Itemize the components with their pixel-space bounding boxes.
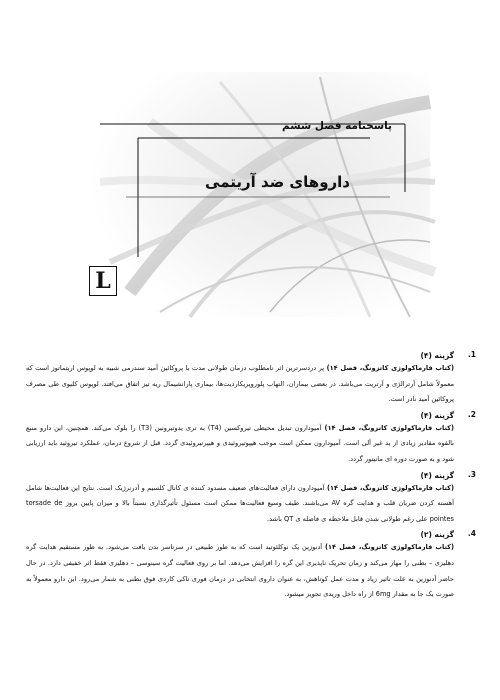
source-reference: (کتاب فارماکولوژی کاتزونگ، فصل ۱۴) bbox=[326, 483, 455, 492]
answer-explanation bbox=[26, 361, 454, 408]
explanation-text: آدنوزین یک نوکلئوتید است که به طور طبیعی در سرتاسر بدن یافت می‌شود. به طور مستقیم هدایت گره دهلیزی – بطنی را مهار می‌کند و زمان تحریک ناپذیری این گره را افزایش می‌دهد. اما بر روی فعالیت گره سینوسی – دهلیزی فقط اثر خفیفی دارد. در حال حاضر آدنوزین به علت تاثیر زیاد و مدت عمل کوتاهش، به عنوان داروی انتخابی در درمان فوری تاکی کاردی فوق بطنی به شمار می‌رود. این دارو معمولاً به صورت یک جا به مقدار 6mg از راه داخل وریدی تجویز میشود. bbox=[26, 543, 454, 599]
answer-item bbox=[26, 350, 476, 408]
answer-choice: گزینه (۲) bbox=[420, 530, 454, 540]
question-number: .1 bbox=[467, 350, 476, 359]
chapter-letter: L bbox=[95, 268, 111, 294]
answer-choice: گزینه (۴) bbox=[420, 351, 454, 360]
explanation-text: آمیودارون تبدیل محیطی تیروکسین (T4) به تری یدوتیرونین (T3) را بلوک می‌کند. همچنین، این دارو منبع بالقوه مقادیر زیادی از ید غیر آلی است. آمیودارون ممکن است موجب هیپوتیروئیدی و هیپرتیروئیدی گردد. قبل از شروع درمان، عملکرد تیروئید باید ارزیابی شود و به صورت دوره ای مانیتور گردد. bbox=[26, 423, 454, 463]
question-number: .3 bbox=[467, 469, 476, 479]
answer-choice: گزینه (۴) bbox=[420, 410, 454, 420]
answer-item bbox=[26, 529, 476, 602]
decorative-swirl-graphic bbox=[70, 62, 440, 324]
answer-item bbox=[26, 409, 476, 468]
source-reference: (کتاب فارماکولوژی کاتزونگ، فصل ۱۴) bbox=[324, 423, 454, 432]
answer-item bbox=[26, 469, 476, 528]
explanation-text: آمیودارون دارای فعالیت‌های ضعیف مسدود کننده ی کانال کلسیم و آدرنرژیک است. نتایج این فعالیت‌ها شامل آهسته کردن ضربان قلب و هدایت گره AV می‌باشند. طیف وسیع فعالیت‌ها ممکن است مسئول تأثیرگذاری نسبتاً بالا و میزان پایین بروز torsade de pointes علی رغم طولانی شدن قابل ملاحظه ی فاصله ی QT باشد. bbox=[26, 483, 454, 523]
answer-explanation bbox=[26, 540, 454, 602]
chapter-header-artwork bbox=[70, 62, 440, 324]
answers-section bbox=[26, 350, 476, 605]
answer-choice: گزینه (۴) bbox=[420, 470, 454, 480]
source-reference: (کتاب فارماکولوژی کاتزونگ، فصل ۱۴) bbox=[326, 364, 455, 372]
answer-explanation bbox=[26, 421, 454, 468]
question-number: .4 bbox=[467, 529, 476, 539]
explanation-text: پر دردسرترین اثر نامطلوب درمان طولانی مدت با پروکائین آمید سندرمی شبیه به لوپوس اریتماتوز است که معمولاً شامل آرترالژی و آرتریت می‌باشد. در بعضی بیماران، التهاب پلوروپریکاردیت‌ها، بیماری پارانشیمال ریه تیز اتفاق می‌افتد. لوپوس کلیوی طی مصرف پروکائین آمید نادر است. bbox=[26, 364, 454, 404]
answer-explanation bbox=[26, 481, 454, 528]
source-reference: (کتاب فارماکولوژی کاتزونگ، فصل ۱۴) bbox=[324, 543, 454, 552]
chapter-label: پاسخنامه فصل ششم bbox=[281, 120, 392, 132]
chapter-title: داروهای ضد آریتمی bbox=[205, 173, 350, 191]
chapter-letter-box bbox=[89, 266, 117, 296]
question-number: .2 bbox=[467, 409, 476, 419]
